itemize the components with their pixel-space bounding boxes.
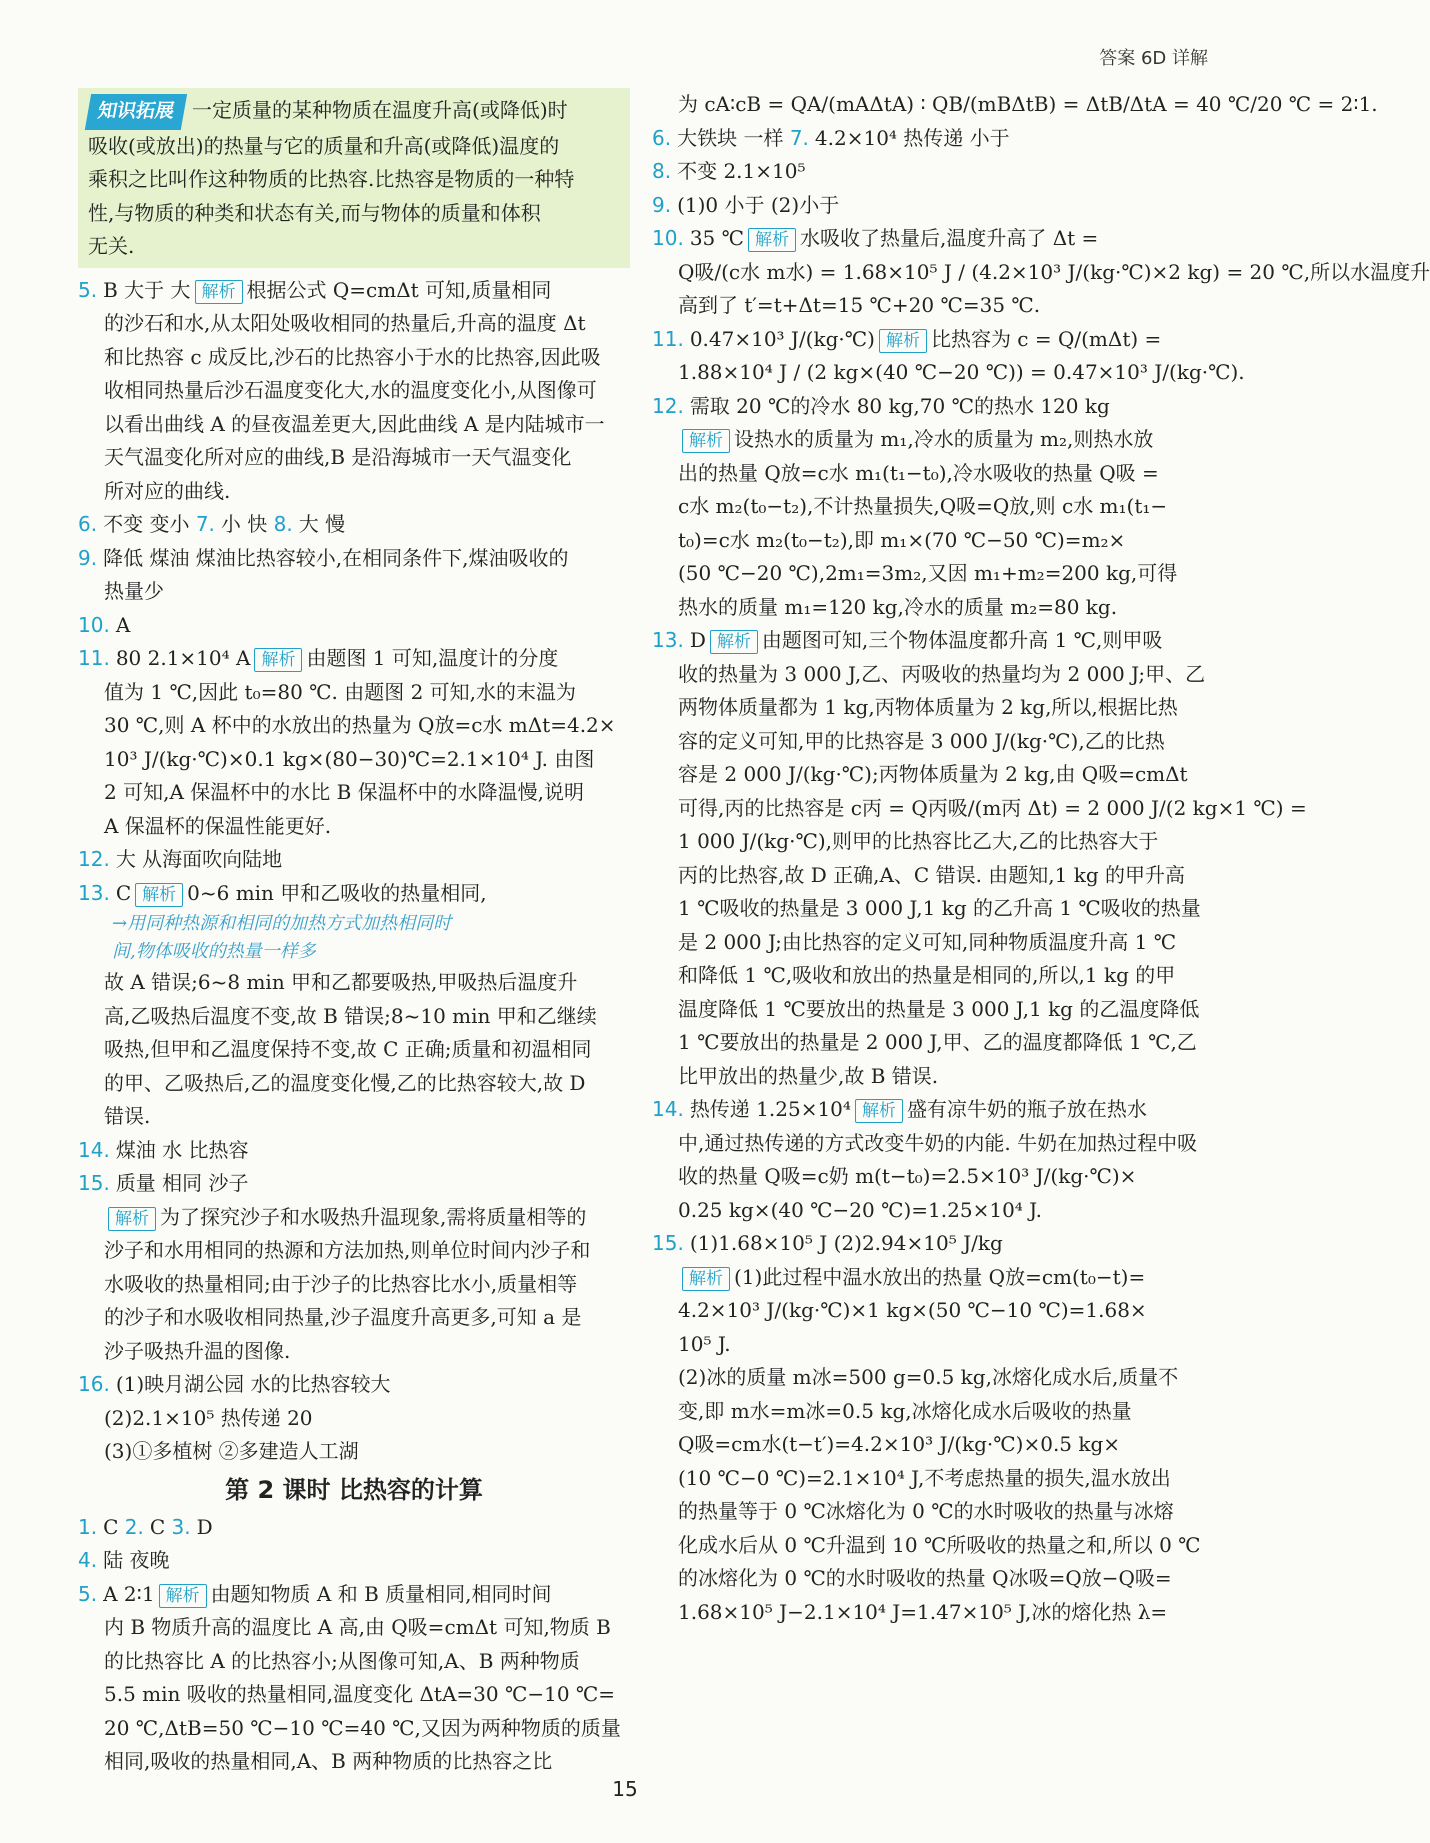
answer-text: 1 000 J/(kg·℃),则甲的比热容比乙大,乙的比热容大于: [678, 829, 1159, 853]
answer-text: 0.25 kg×(40 ℃−20 ℃)=1.25×10⁴ J.: [678, 1197, 1042, 1222]
answer-text: D: [196, 1514, 213, 1539]
answer-text: Q吸/(c水 m水) = 1.68×10⁵ J / (4.2×10³ J/(kg·℃)×2 kg) = 20 ℃,所以水温度升: [678, 259, 1430, 284]
answer-line: [78, 1745, 630, 1779]
answer-line: [652, 1160, 1204, 1194]
answer-text: 所对应的曲线.: [104, 478, 231, 503]
knowledge-line: 乘积之比叫作这种物质的比热容.比热容是物质的一种特: [88, 167, 575, 191]
answer-text: 比甲放出的热量少,故 B 错误.: [678, 1063, 939, 1088]
answer-text: 10³ J/(kg·℃)×0.1 kg×(80−30)℃=2.1×10⁴ J. 由图: [104, 746, 595, 771]
knowledge-line: 吸收(或放出)的热量与它的质量和升高(或降低)温度的: [88, 133, 560, 158]
analysis-text: (1)此过程中温水放出的热量 Q放=cm(t₀−t)=: [734, 1264, 1146, 1289]
answer-line: [652, 758, 1204, 792]
answer-line: [78, 1268, 630, 1302]
answer-text: C: [103, 1514, 125, 1539]
answer-text: B 大于 大: [103, 277, 191, 302]
answer-line: [78, 1678, 630, 1712]
answer-line: [652, 1294, 1204, 1328]
item-number: 13.: [652, 628, 684, 652]
answer-line: [78, 441, 630, 475]
answer-item: [78, 1167, 630, 1201]
answer-line: [652, 1026, 1204, 1060]
answer-text: 以看出曲线 A 的昼夜温差更大,因此曲线 A 是内陆城市一: [104, 411, 605, 436]
answer-line: [78, 1611, 630, 1645]
answer-item: [78, 877, 630, 911]
answer-line: [78, 966, 630, 1000]
answer-item: [78, 843, 630, 877]
analysis-text: 由题知物质 A 和 B 质量相同,相同时间: [210, 1581, 552, 1606]
answer-line: [78, 341, 630, 375]
answer-text: 的沙子和水吸收相同热量,沙子温度升高更多,可知 a 是: [104, 1305, 582, 1329]
analysis-tag: 解析: [682, 429, 730, 453]
answer-text: 收的热量 Q吸=c奶 m(t−t₀)=2.5×10³ J/(kg·℃)×: [678, 1164, 1137, 1188]
answer-text: 是 2 000 J;由比热容的定义可知,同种物质温度升高 1 ℃: [678, 929, 1177, 954]
analysis-tag: 解析: [710, 630, 758, 654]
item-number: 10.: [78, 612, 110, 637]
item-number: 6.: [78, 512, 98, 536]
answer-item: [78, 1511, 630, 1545]
answer-line: [652, 892, 1204, 926]
page-header: 答案 6D 详解: [1099, 48, 1208, 69]
answer-text: (1)映月湖公园 水的比热容较大: [115, 1372, 391, 1396]
answer-text: 温度降低 1 ℃要放出的热量是 3 000 J,1 kg 的乙温度降低: [678, 996, 1200, 1021]
answer-text: (1)0 小于 (2)小于: [677, 192, 840, 217]
answer-text: 1 ℃要放出的热量是 2 000 J,甲、乙的温度都降低 1 ℃,乙: [678, 1030, 1197, 1054]
item-number: 15.: [652, 1231, 684, 1255]
answer-text: 35 ℃: [689, 226, 744, 250]
analysis-text: 0~6 min 甲和乙吸收的热量相同,: [187, 880, 487, 905]
answer-text: 容是 2 000 J/(kg·℃);丙物体质量为 2 kg,由 Q吸=cmΔt: [678, 762, 1188, 786]
analysis-tag: 解析: [195, 280, 243, 304]
answer-line: [78, 1301, 630, 1335]
answer-line: [652, 1462, 1204, 1496]
answer-text: 为 cA∶cB = QA/(mAΔtA) ∶ QB/(mBΔtB) = ΔtB/ΔtA = 40 ℃/20 ℃ = 2∶1.: [678, 92, 1378, 116]
item-number: 14.: [652, 1097, 684, 1121]
answer-text: (2)冰的质量 m冰=500 g=0.5 kg,冰熔化成水后,质量不: [678, 1365, 1179, 1389]
item-number: 6.: [652, 125, 672, 150]
section-title: 第 2 课时 比热容的计算: [225, 1475, 483, 1504]
left-answers: [78, 274, 630, 1779]
answer-text: 变,即 m水=m冰=0.5 kg,冰熔化成水后吸收的热量: [678, 1398, 1132, 1423]
page-number: 15: [612, 1777, 638, 1801]
answer-text: 1 ℃吸收的热量是 3 000 J,1 kg 的乙升高 1 ℃吸收的热量: [678, 896, 1201, 920]
analysis-text: 比热容为 c = Q/(mΔt) =: [930, 326, 1162, 351]
analysis-text: 盛有凉牛奶的瓶子放在热水: [906, 1097, 1147, 1121]
answer-line: [78, 307, 630, 341]
analysis-text: 根据公式 Q=cmΔt 可知,质量相同: [246, 277, 552, 302]
answer-line: [652, 1395, 1204, 1429]
answer-item: [78, 609, 630, 643]
analysis-text: 水吸收了热量后,温度升高了 Δt =: [800, 226, 1099, 250]
answer-text: 两物体质量都为 1 kg,丙物体质量为 2 kg,所以,根据比热: [678, 695, 1178, 719]
answer-line: [652, 1261, 1204, 1295]
answer-text: 收的热量为 3 000 J,乙、丙吸收的热量均为 2 000 J;甲、乙: [678, 661, 1206, 686]
handwritten-note: →用同种热源和相同的加热方式加热相同时: [112, 913, 452, 934]
answer-text: 中,通过热传递的方式改变牛奶的内能. 牛奶在加热过程中吸: [678, 1130, 1198, 1155]
answer-line: [78, 374, 630, 408]
answer-line: [78, 776, 630, 810]
answer-text: 错误.: [104, 1104, 151, 1128]
answer-text: 天气温变化所对应的曲线,B 是沿海城市一天气温变化: [104, 445, 572, 469]
answer-line: [78, 1100, 630, 1134]
analysis-tag: 解析: [159, 1584, 207, 1608]
item-number: 9.: [78, 545, 98, 570]
answer-line: [652, 658, 1204, 692]
item-number: 16.: [78, 1372, 110, 1396]
answer-text: 大铁块 一样: [677, 125, 790, 150]
answer-text: 大 从海面吹向陆地: [115, 847, 283, 871]
answer-line: [78, 1645, 630, 1679]
answer-text: 的甲、乙吸热后,乙的温度变化慢,乙的比热容较大,故 D: [104, 1070, 586, 1095]
analysis-text: 设热水的质量为 m₁,冷水的质量为 m₂,则热水放: [734, 427, 1154, 451]
analysis-text: 为了探究沙子和水吸热升温现象,需将质量相等的: [160, 1204, 587, 1229]
answer-item: [78, 1134, 630, 1168]
answer-item: [652, 155, 1204, 189]
answer-line: [652, 591, 1204, 625]
answer-line: [652, 959, 1204, 993]
answer-text: (3)①多植树 ②多建造人工湖: [104, 1439, 359, 1463]
answer-item: [78, 542, 630, 576]
answer-text: A: [115, 612, 131, 637]
item-number: 12.: [652, 393, 684, 418]
answer-line: [652, 356, 1245, 390]
answer-line: [652, 557, 1204, 591]
answer-text: 收相同热量后沙石温度变化大,水的温度变化小,从图像可: [104, 378, 597, 402]
answer-text: 吸热,但甲和乙温度保持不变,故 C 正确;质量和初温相同: [104, 1037, 592, 1061]
item-number: 8.: [273, 512, 293, 536]
item-number: 4.: [78, 1548, 98, 1572]
answer-text: 大 慢: [298, 512, 346, 536]
answer-text: 10⁵ J.: [678, 1331, 731, 1356]
answer-line: [652, 792, 1307, 826]
answer-text: 4.2×10³ J/(kg·℃)×1 kg×(50 ℃−10 ℃)=1.68×: [678, 1298, 1147, 1322]
answer-item: [652, 390, 1204, 424]
answer-item: [652, 1227, 1204, 1261]
answer-line: [78, 408, 630, 442]
answer-item: [78, 508, 630, 542]
answer-text: 故 A 错误;6~8 min 甲和乙都要吸热,甲吸热后温度升: [104, 970, 578, 994]
answer-line: [78, 810, 630, 844]
item-number: 3.: [171, 1514, 191, 1539]
answer-text: 不变 变小: [103, 512, 196, 536]
item-number: 10.: [652, 226, 684, 250]
answer-line: [78, 1201, 630, 1235]
item-number: 1.: [78, 1514, 98, 1539]
answer-text: 4.2×10⁴ 热传递 小于: [814, 125, 1010, 150]
answer-text: 1.88×10⁴ J / (2 kg×(40 ℃−20 ℃)) = 0.47×10³ J/(kg·℃).: [678, 360, 1245, 384]
analysis-tag: 解析: [748, 228, 796, 252]
answer-text: (2)2.1×10⁵ 热传递 20: [104, 1405, 313, 1430]
answer-line: [652, 256, 1430, 290]
answer-item: [78, 274, 630, 308]
knowledge-box: [78, 88, 630, 268]
answer-item: [78, 1578, 630, 1612]
answer-item: [78, 642, 630, 676]
answer-text: 小 快: [220, 512, 274, 536]
answer-text: 2 可知,A 保温杯中的水比 B 保温杯中的水降温慢,说明: [104, 780, 585, 804]
answer-text: 相同,吸收的热量相同,A、B 两种物质的比热容之比: [104, 1749, 553, 1773]
answer-text: 沙子吸热升温的图像.: [104, 1338, 291, 1363]
handwritten-note: 间,物体吸收的热量一样多: [112, 941, 316, 962]
item-number: 11.: [78, 646, 110, 670]
answer-line: [652, 725, 1204, 759]
answer-text: 的比热容比 A 的比热容小;从图像可知,A、B 两种物质: [104, 1648, 580, 1673]
right-column: [652, 88, 1430, 1629]
answer-text: 和降低 1 ℃,吸收和放出的热量是相同的,所以,1 kg 的甲: [678, 963, 1176, 987]
analysis-tag: 解析: [254, 648, 302, 672]
answer-item: [652, 189, 1204, 223]
answer-text: 高,乙吸热后温度不变,故 B 错误;8~10 min 甲和乙继续: [104, 1003, 597, 1028]
answer-line: [652, 1127, 1204, 1161]
answer-item: [652, 122, 1204, 156]
answer-text: 的冰熔化为 0 ℃的水时吸收的热量 Q冰吸=Q放−Q吸=: [678, 1566, 1172, 1590]
answer-text: 水吸收的热量相同;由于沙子的比热容比水小,质量相等: [104, 1271, 578, 1296]
answer-line: [78, 1000, 630, 1034]
left-column: [78, 88, 630, 1779]
answer-text: Q吸=cm水(t−t′)=4.2×10³ J/(kg·℃)×0.5 kg×: [678, 1432, 1121, 1456]
answer-line: [78, 1033, 630, 1067]
answer-text: 需取 20 ℃的冷水 80 kg,70 ℃的热水 120 kg: [689, 393, 1110, 418]
answer-line: [78, 1712, 630, 1746]
answer-line: [652, 1328, 1204, 1362]
answer-text: 化成水后从 0 ℃升温到 10 ℃所吸收的热量之和,所以 0 ℃: [678, 1532, 1201, 1557]
answer-text: 的沙石和水,从太阳处吸收相同的热量后,升高的温度 Δt: [104, 311, 586, 335]
answer-text: 和比热容 c 成反比,沙石的比热容小于水的比热容,因此吸: [104, 344, 601, 369]
item-number: 13.: [78, 880, 110, 905]
answer-line: [652, 1495, 1204, 1529]
answer-text: 降低 煤油 煤油比热容较小,在相同条件下,煤油吸收的: [103, 545, 569, 570]
answer-text: c水 m₂(t₀−t₂),不计热量损失,Q吸=Q放,则 c水 m₁(t₁−: [678, 494, 1168, 518]
answer-line: [652, 1428, 1204, 1462]
answer-line: [652, 993, 1204, 1027]
analysis-tag: 解析: [879, 329, 927, 353]
answer-line: [652, 825, 1204, 859]
answer-text: (10 ℃−0 ℃)=2.1×10⁴ J,不考虑热量的损失,温水放出: [678, 1465, 1171, 1490]
answer-text: 不变 2.1×10⁵: [677, 159, 806, 183]
answer-text: 热水的质量 m₁=120 kg,冷水的质量 m₂=80 kg.: [678, 594, 1118, 619]
answer-text: 20 ℃,ΔtB=50 ℃−10 ℃=40 ℃,又因为两种物质的质量: [104, 1715, 621, 1740]
answer-item: [652, 222, 1204, 256]
knowledge-tag: 知识拓展: [85, 94, 187, 130]
knowledge-line: 一定质量的某种物质在温度升高(或降低)时: [192, 98, 568, 122]
answer-line: [652, 88, 1378, 122]
knowledge-line: 性,与物质的种类和状态有关,而与物体的质量和体积: [88, 200, 541, 225]
answer-line: [652, 859, 1204, 893]
answer-text: 80 2.1×10⁴ A: [115, 646, 251, 670]
answer-line: [652, 524, 1204, 558]
answer-text: 热量少: [104, 579, 164, 603]
answer-line: [78, 1234, 630, 1268]
answer-line: [652, 1194, 1204, 1228]
answer-line: [652, 457, 1204, 491]
answer-text: (1)1.68×10⁵ J (2)2.94×10⁵ J/kg: [689, 1231, 1003, 1255]
answer-text: 值为 1 ℃,因此 t₀=80 ℃. 由题图 2 可知,水的末温为: [104, 679, 577, 704]
answer-line: [652, 926, 1204, 960]
answer-line: [652, 1529, 1204, 1563]
item-number: 12.: [78, 847, 110, 871]
answer-text: 容的定义可知,甲的比热容是 3 000 J/(kg·℃),乙的比热: [678, 728, 1165, 753]
answer-line: [652, 423, 1204, 457]
answer-text: C: [149, 1514, 172, 1539]
analysis-tag: 解析: [135, 883, 183, 907]
answer-line: [652, 1596, 1204, 1630]
answer-line: [78, 1335, 630, 1369]
answer-line: [78, 1402, 630, 1436]
answer-text: 煤油 水 比热容: [115, 1137, 249, 1162]
item-number: 5.: [78, 277, 98, 302]
answer-text: C: [115, 880, 132, 905]
answer-line: [652, 490, 1204, 524]
analysis-tag: 解析: [855, 1099, 903, 1123]
answer-item: [652, 323, 1204, 357]
answer-line: [652, 691, 1204, 725]
item-number: 7.: [789, 125, 809, 150]
answer-item: [652, 1093, 1204, 1127]
analysis-tag: 解析: [108, 1207, 156, 1231]
answer-line: [652, 1361, 1204, 1395]
answer-text: t₀)=c水 m₂(t₀−t₂),即 m₁×(70 ℃−50 ℃)=m₂×: [678, 527, 1126, 552]
answer-text: 可得,丙的比热容是 c丙 = Q丙吸/(m丙 Δt) = 2 000 J/(2 kg×1 ℃) =: [678, 795, 1307, 820]
answer-text: 0.47×10³ J/(kg·℃): [689, 326, 875, 351]
item-number: 15.: [78, 1171, 110, 1195]
item-number: 14.: [78, 1137, 110, 1162]
item-number: 7.: [195, 512, 215, 536]
answer-line: [652, 289, 1204, 323]
answer-text: A 2∶1: [103, 1581, 155, 1606]
answer-text: 高到了 t′=t+Δt=15 ℃+20 ℃=35 ℃.: [678, 293, 1041, 317]
answer-text: A 保温杯的保温性能更好.: [104, 813, 332, 838]
analysis-tag: 解析: [682, 1267, 730, 1291]
answer-text: 的热量等于 0 ℃冰熔化为 0 ℃的水时吸收的热量与冰熔: [678, 1499, 1174, 1523]
answer-item: [78, 1544, 630, 1578]
answer-text: 1.68×10⁵ J−2.1×10⁴ J=1.47×10⁵ J,冰的熔化热 λ=: [678, 1599, 1168, 1624]
item-number: 11.: [652, 326, 684, 351]
item-number: 8.: [652, 159, 672, 183]
item-number: 9.: [652, 192, 672, 217]
answer-line: [652, 1060, 1204, 1094]
answer-line: [652, 1562, 1204, 1596]
answer-text: 丙的比热容,故 D 正确,A、C 错误. 由题知,1 kg 的甲升高: [678, 862, 1186, 887]
answer-line: [78, 709, 630, 743]
answer-text: 内 B 物质升高的温度比 A 高,由 Q吸=cmΔt 可知,物质 B: [104, 1615, 611, 1639]
answer-text: 5.5 min 吸收的热量相同,温度变化 ΔtA=30 ℃−10 ℃=: [104, 1682, 616, 1706]
answer-text: 出的热量 Q放=c水 m₁(t₁−t₀),冷水吸收的热量 Q吸 =: [678, 460, 1159, 485]
right-answers: [652, 88, 1430, 1629]
answer-text: 30 ℃,则 A 杯中的水放出的热量为 Q放=c水 mΔt=4.2×: [104, 713, 616, 737]
answer-text: 质量 相同 沙子: [115, 1171, 249, 1195]
analysis-text: 由题图可知,三个物体温度都升高 1 ℃,则甲吸: [761, 628, 1163, 652]
answer-text: 沙子和水用相同的热源和方法加热,则单位时间内沙子和: [104, 1238, 591, 1262]
analysis-text: 由题图 1 可知,温度计的分度: [306, 646, 559, 670]
answer-line: [78, 475, 630, 509]
answer-item: [78, 1368, 630, 1402]
answer-text: 陆 夜晚: [103, 1548, 170, 1572]
answer-line: [78, 676, 630, 710]
answer-line: [78, 743, 630, 777]
answer-text: (50 ℃−20 ℃),2m₁=3m₂,又因 m₁+m₂=200 kg,可得: [678, 561, 1178, 585]
item-number: 2.: [124, 1514, 144, 1539]
answer-line: [78, 575, 630, 609]
answer-line: [78, 1435, 630, 1469]
answer-item: [652, 624, 1204, 658]
knowledge-line: 无关.: [88, 234, 135, 258]
item-number: 5.: [78, 1581, 98, 1606]
answer-line: [78, 1067, 630, 1101]
answer-text: D: [689, 628, 706, 652]
answer-text: 热传递 1.25×10⁴: [689, 1097, 851, 1121]
